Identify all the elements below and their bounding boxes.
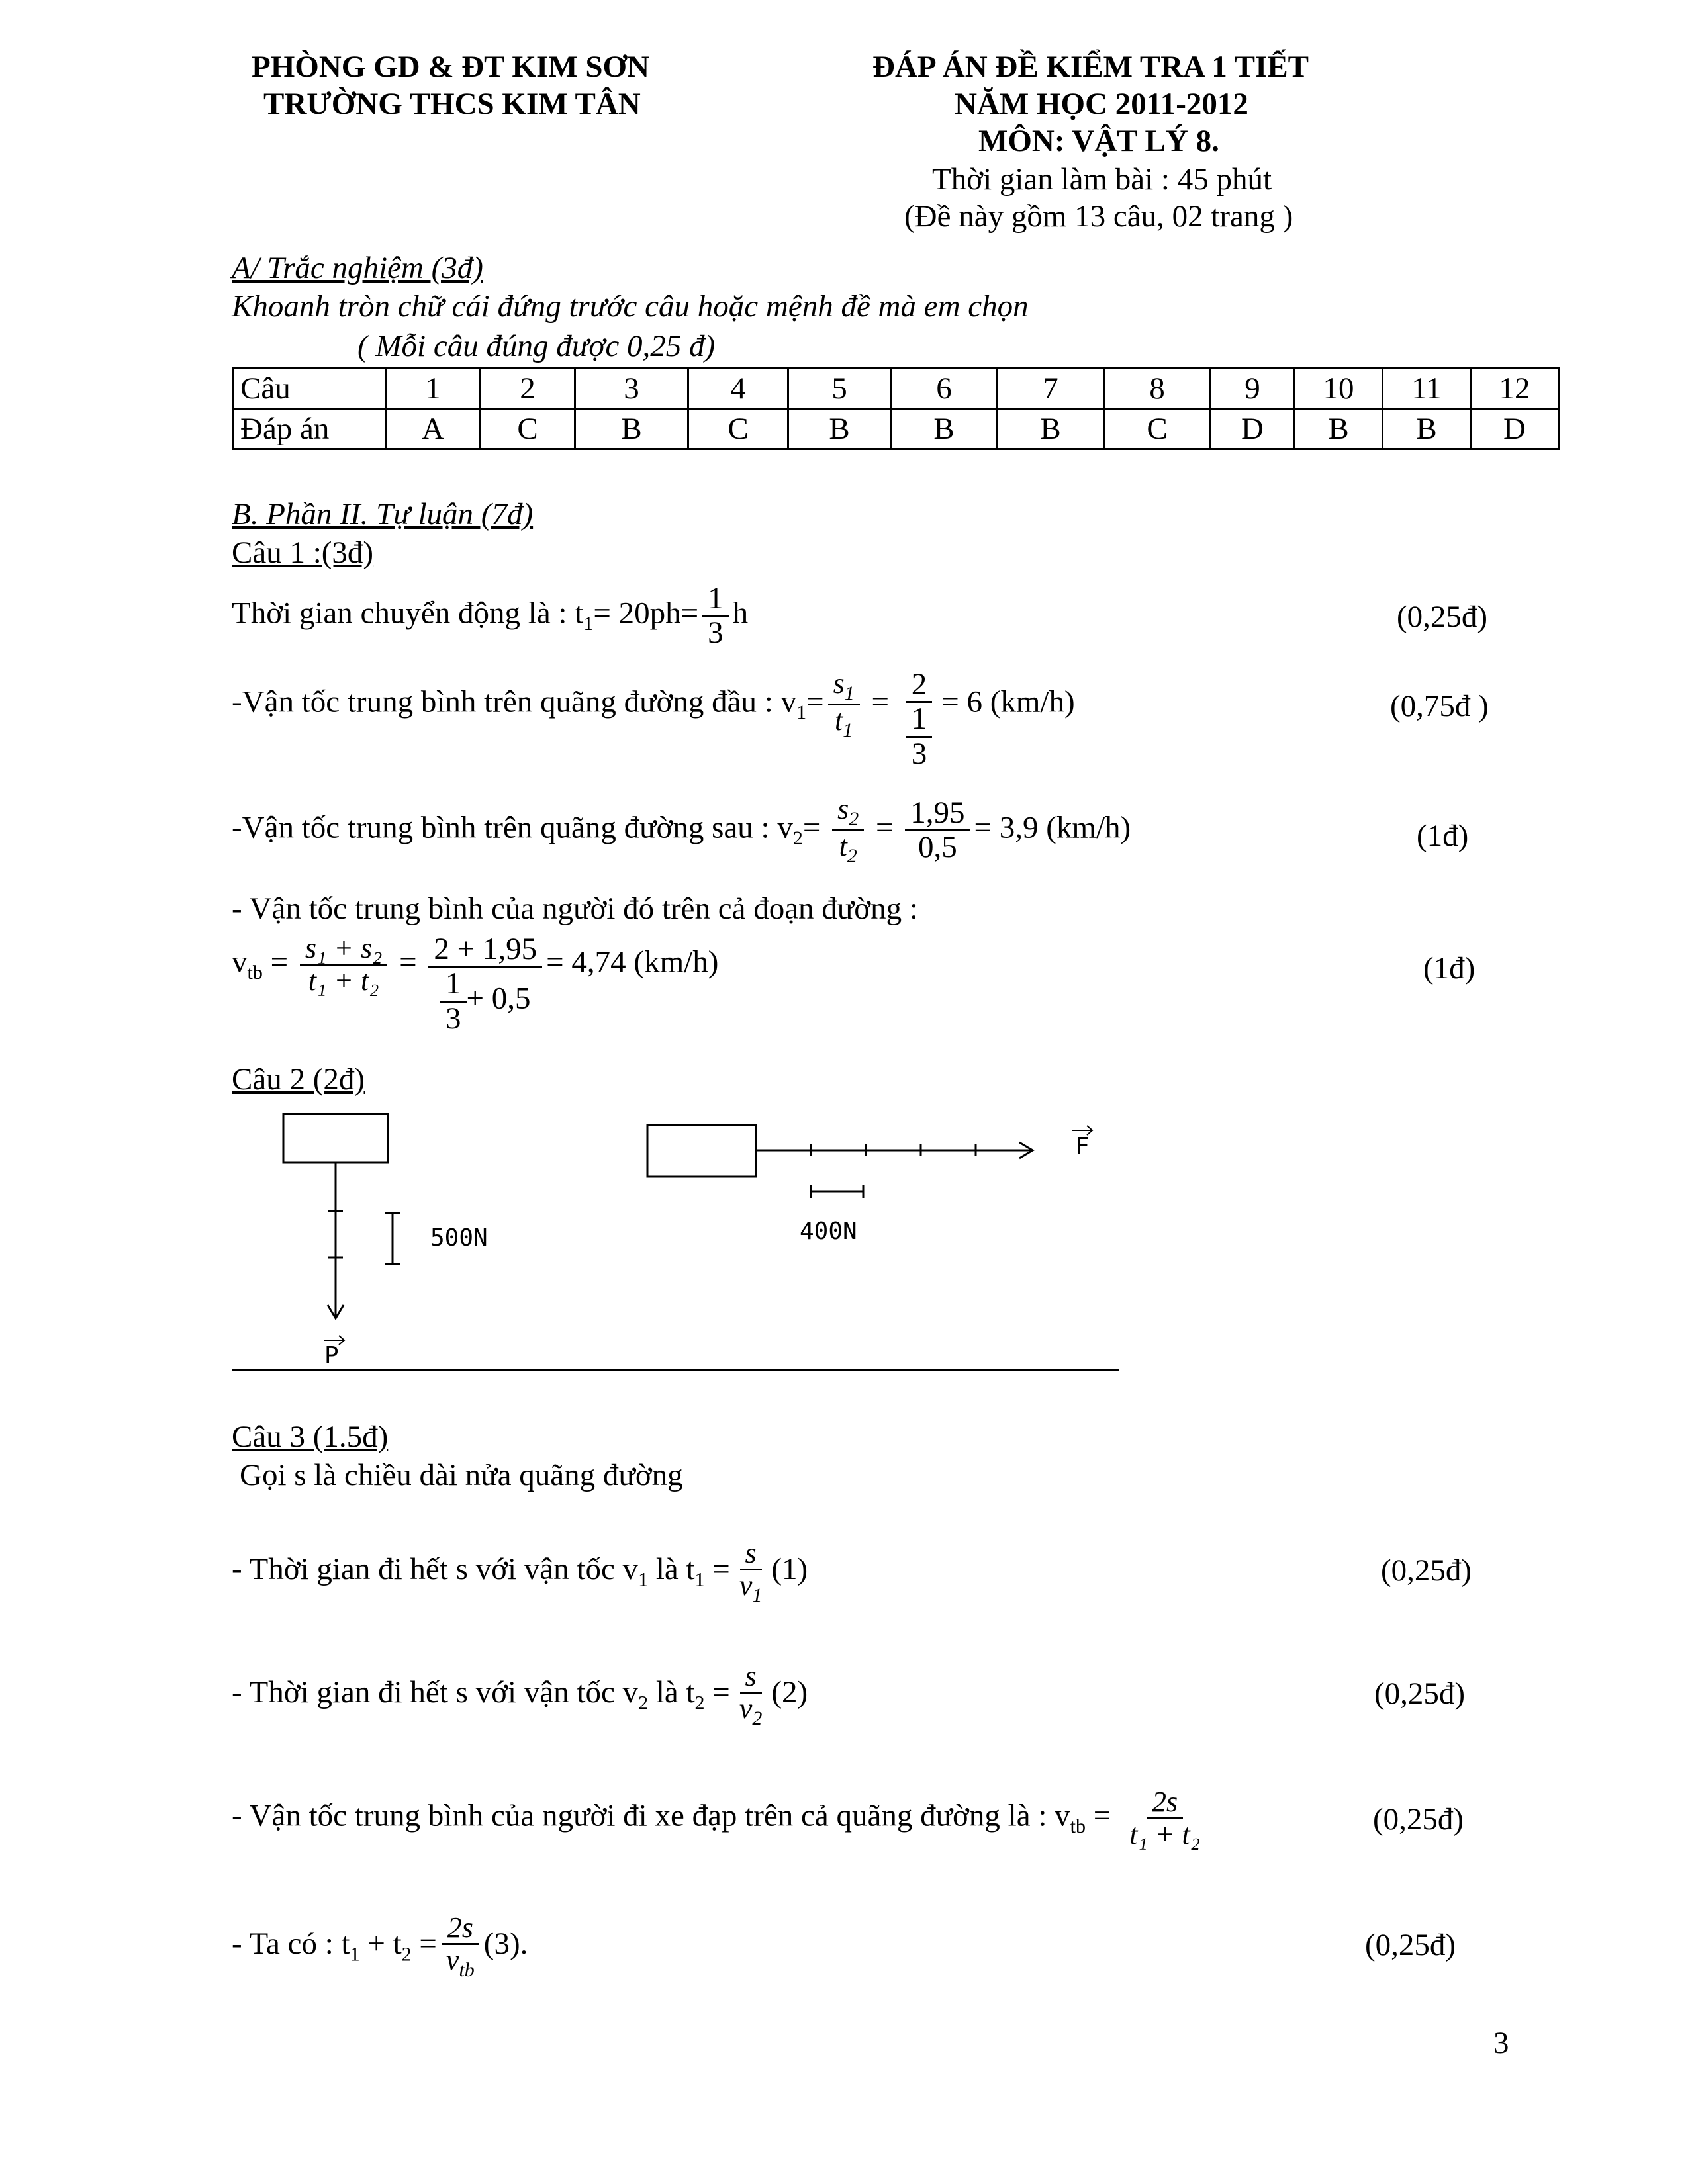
table-cell: B — [1295, 409, 1383, 449]
q1-line5: $v_{tb}$ = $\frac{\text{s₁ + s₂}}{\text{t₁ + t₂}}$ = 2 + 1,95 $\frac{1}{3}$ + 0,5 = 4,74 (km/h) — [232, 932, 719, 1036]
q3-line4-mark: (0,25đ) — [1365, 1928, 1456, 1962]
q1-line5-mark: (1đ) — [1423, 951, 1476, 985]
q3-line2-mark: (0,25đ) — [1374, 1676, 1466, 1711]
table-cell: 3 — [575, 369, 688, 409]
table-cell: C — [688, 409, 788, 449]
q1-line3: -Vận tốc trung bình trên quãng đường sau : $v_2=$ $\frac{s_2}{t_2}$ = $\frac{1,95}{0,5}$ = 3,9 (km/h) — [232, 793, 1131, 868]
table-cell: 12 — [1471, 369, 1559, 409]
table-cell: D — [1211, 409, 1295, 449]
q1-title: Câu 1 :(3đ) — [232, 535, 374, 570]
table-cell: C — [1104, 409, 1211, 449]
table-cell: 6 — [891, 369, 998, 409]
fraction: $\frac{2s}{\text{t₁ + t₂}}$ — [1129, 1786, 1200, 1851]
fraction: $\frac{2}{\frac{1}{3}}$ — [901, 668, 938, 770]
fraction: $\frac{1}{3}$ — [906, 703, 933, 770]
header-duration: Thời gian làm bài : 45 phút — [932, 162, 1272, 197]
table-cell: 2 — [481, 369, 575, 409]
q3-line1: - Thời gian đi hết s với vận tốc $v_1$ là $t_1$ = $\frac{s}{v_1}$ (1) — [232, 1537, 808, 1606]
object-box-right — [647, 1125, 756, 1177]
table-row-label: Đáp án — [233, 409, 386, 449]
table-cell: 11 — [1383, 369, 1471, 409]
table-cell: 9 — [1211, 369, 1295, 409]
q3-line4: - Ta có : $t_1 + t_2$ = $\frac{2s}{v_{tb}}$ (3). — [232, 1911, 528, 1981]
header-right-line2: NĂM HỌC 2011-2012 — [955, 87, 1248, 121]
table-cell: 5 — [788, 369, 891, 409]
q1-line2-mark: (0,75đ ) — [1390, 689, 1489, 723]
label-vector-p: P — [324, 1342, 339, 1369]
table-cell: B — [1383, 409, 1471, 449]
table-cell: D — [1471, 409, 1559, 449]
partA-instruction: Khoanh tròn chữ cái đứng trước câu hoặc mệnh đề mà em chọn — [232, 289, 1029, 324]
table-cell: B — [998, 409, 1104, 449]
header-left-line1: PHÒNG GD & ĐT KIM SƠN — [252, 50, 650, 84]
header-right-line3: MÔN: VẬT LÝ 8. — [978, 124, 1219, 158]
fraction: $\frac{s_1}{t_1}$ — [828, 668, 860, 741]
fraction: 2 + 1,95 $\frac{1}{3}$ + 0,5 — [428, 933, 542, 1035]
object-box-left — [283, 1114, 388, 1163]
fraction: $\frac{1,95}{0,5}$ — [905, 797, 970, 864]
table-cell: 4 — [688, 369, 788, 409]
fraction: $\frac{s_2}{t_2}$ — [832, 794, 864, 867]
page-number: 3 — [1493, 2026, 1509, 2060]
q3-line1-mark: (0,25đ) — [1381, 1553, 1472, 1588]
fraction: $\frac{s}{v_1}$ — [739, 1537, 763, 1606]
fraction: $\frac{1}{3}$ — [440, 968, 467, 1035]
q1-line4: - Vận tốc trung bình của người đó trên cả đoạn đường : — [232, 891, 918, 926]
table-cell: 7 — [998, 369, 1104, 409]
q1-line3-mark: (1đ) — [1417, 819, 1469, 853]
q1-line1: Thời gian chuyển động là : $t_1= 20ph=$ $\frac{1}{3}$ h — [232, 581, 749, 651]
header-note: (Đề này gồm 13 câu, 02 trang ) — [904, 199, 1293, 234]
label-400n: 400N — [800, 1218, 857, 1245]
q2-title: Câu 2 (2đ) — [232, 1062, 365, 1097]
table-cell: B — [891, 409, 998, 449]
partA-title: A/ Trắc nghiệm (3đ) — [232, 251, 483, 285]
table-cell: 10 — [1295, 369, 1383, 409]
q3-line2: - Thời gian đi hết s với vận tốc $v_2$ là $t_2$ = $\frac{s}{v_2}$ (2) — [232, 1660, 808, 1729]
table-cell: 8 — [1104, 369, 1211, 409]
label-vector-f: F — [1075, 1133, 1090, 1160]
fraction: $\frac{1}{3}$ — [702, 582, 729, 650]
table-cell: B — [575, 409, 688, 449]
table-cell: 1 — [386, 369, 481, 409]
fraction: $\frac{s}{v_2}$ — [739, 1660, 763, 1729]
header-right-line1: ĐÁP ÁN ĐỀ KIỂM TRA 1 TIẾT — [872, 50, 1309, 84]
table-cell: A — [386, 409, 481, 449]
header-left-line2: TRƯỜNG THCS KIM TÂN — [263, 87, 641, 121]
table-cell: C — [481, 409, 575, 449]
q1-line1-mark: (0,25đ) — [1397, 600, 1488, 634]
fraction: $\frac{2s}{v_{tb}}$ — [441, 1913, 480, 1980]
partB-title: B. Phần II. Tự luận (7đ) — [232, 497, 534, 531]
table-cell: B — [788, 409, 891, 449]
q3-line3: - Vận tốc trung bình của người đi xe đạp trên cả quãng đường là : $v_{tb}$ = $\frac{2s}{\text{t₁ + t₂}}$ — [232, 1787, 1209, 1850]
q1-line2: -Vận tốc trung bình trên quãng đường đầu : $v_1=$ $\frac{s_1}{t_1}$ = $\frac{2}{\frac{1}{3}}$ = 6 (km/h) — [232, 667, 1075, 771]
partA-scoring: ( Mỗi câu đúng được 0,25 đ) — [357, 329, 716, 363]
fraction: $\frac{\text{s₁ + s₂}}{\text{t₁ + t₂}}$ — [300, 933, 388, 996]
q3-title: Câu 3 (1.5đ) — [232, 1420, 389, 1454]
table-row-label: Câu — [233, 369, 386, 409]
q3-line3-mark: (0,25đ) — [1373, 1802, 1464, 1837]
q3-intro: Gọi s là chiều dài nửa quãng đường — [240, 1458, 683, 1492]
label-500n: 500N — [430, 1224, 488, 1251]
